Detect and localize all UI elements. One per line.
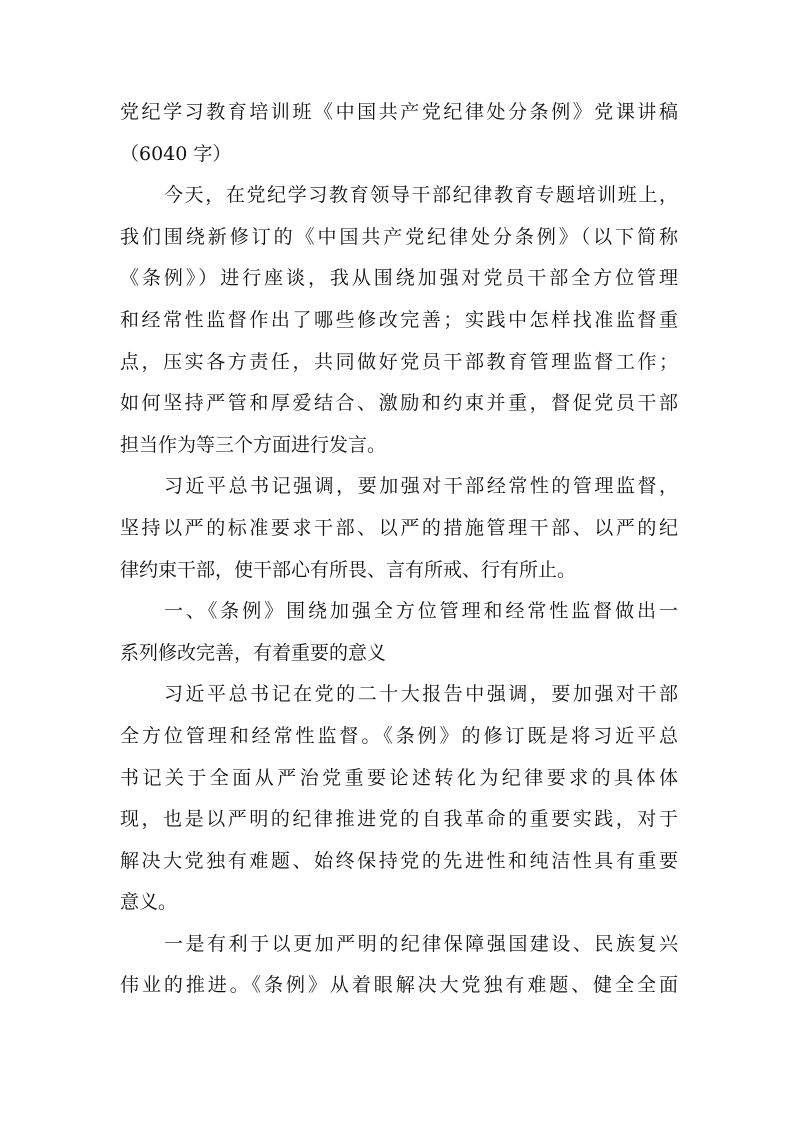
text-line: 习近平总书记在党的二十大报告中强调，要加强对干部 (164, 683, 678, 706)
text-line: 一、《条例》围绕加强全方位管理和经常性监督做出一 (164, 600, 678, 623)
text-line: 解决大党独有难题、始终保持党的先进性和纯洁性具有重要 (120, 849, 678, 872)
document-title-line: 党纪学习教育培训班《中国共产党纪律处分条例》党课讲稿 (120, 101, 678, 123)
text-line: 意义。 (120, 891, 178, 914)
text-line: 伟业的推进。《条例》从着眼解决大党独有难题、健全全面 (120, 974, 678, 997)
text-line: 一是有利于以更加严明的纪律保障强国建设、民族复兴 (164, 932, 678, 955)
text-line: 如何坚持严管和厚爱结合、激励和约束并重，督促党员干部 (120, 392, 678, 415)
text-line: 现，也是以严明的纪律推进党的自我革命的重要实践，对于 (120, 808, 678, 831)
document-page (120, 92, 678, 1007)
text-line: 今天，在党纪学习教育领导干部纪律教育专题培训班上， (164, 184, 678, 207)
text-line: 坚持以严的标准要求干部、以严的措施管理干部、以严的纪 (120, 516, 678, 539)
text-line: 担当作为等三个方面进行发言。 (120, 433, 387, 456)
text-line: 书记关于全面从严治党重要论述转化为纪律要求的具体体 (120, 766, 678, 789)
text-line: 《条例》）进行座谈，我从围绕加强对党员干部全方位管理 (120, 267, 678, 290)
text-line: 点，压实各方责任，共同做好党员干部教育管理监督工作； (120, 350, 678, 373)
text-line: 和经常性监督作出了哪些修改完善；实践中怎样找准监督重 (120, 308, 678, 331)
text-line: 我们围绕新修订的《中国共产党纪律处分条例》（以下简称 (120, 225, 678, 248)
document-title-line: （6040 字） (120, 142, 232, 165)
text-line: 律约束干部，使干部心有所畏、言有所戒、行有所止。 (120, 558, 577, 581)
text-line: 系列修改完善，有着重要的意义 (120, 641, 387, 664)
text-line: 全方位管理和经常性监督。《条例》的修订既是将习近平总 (120, 724, 678, 747)
text-line: 习近平总书记强调，要加强对干部经常性的管理监督， (164, 475, 678, 498)
